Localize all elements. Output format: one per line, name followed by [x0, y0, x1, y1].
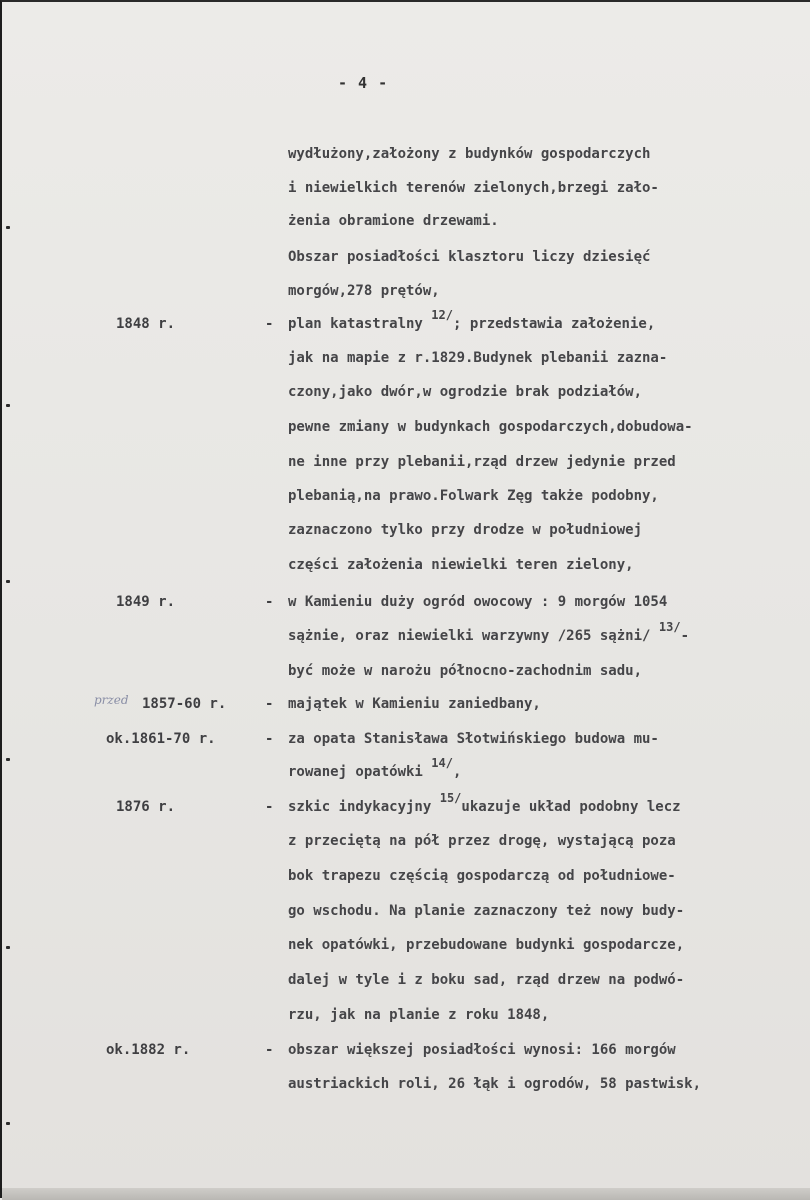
- text-fragment: ,: [452, 764, 462, 780]
- text-fragment: -: [680, 628, 689, 644]
- margin-mark: [6, 1122, 10, 1125]
- text-line: zaznaczono tylko przy drodze w południowej: [288, 522, 643, 538]
- entry-date: ok.1861-70 r.: [106, 731, 216, 747]
- text-fragment: ; przedstawia założenie,: [452, 316, 656, 332]
- text-fragment: szkic indykacyjny: [288, 799, 440, 815]
- text-fragment: sążnie, oraz niewielki warzywny /265 sążni/: [288, 628, 659, 644]
- text-line: nek opatówki, przebudowane budynki gospodarcze,: [288, 937, 685, 953]
- entry-dash: -: [265, 731, 274, 747]
- text-line: za opata Stanisława Słotwińskiego budowa mu-: [288, 731, 659, 747]
- text-line: być może w narożu północno-zachodnim sadu,: [288, 663, 643, 679]
- margin-mark: [6, 946, 10, 949]
- text-line: rzu, jak na planie z roku 1848,: [288, 1007, 550, 1023]
- text-line: obszar większej posiadłości wynosi: 166 morgów: [288, 1042, 676, 1058]
- footnote-ref: 13/: [658, 620, 681, 635]
- page-bottom-edge: [2, 1188, 810, 1200]
- text-line: i niewielkich terenów zielonych,brzegi zało-: [288, 180, 659, 196]
- footnote-ref: 14/: [431, 756, 453, 771]
- text-line: Obszar posiadłości klasztoru liczy dziesięć: [288, 249, 651, 265]
- text-line: w Kamieniu duży ogród owocowy : 9 morgów 1054: [288, 594, 668, 610]
- text-line: [288, 308, 656, 332]
- text-fragment: plan katastralny: [288, 316, 432, 332]
- entry-date: 1849 r.: [116, 594, 176, 610]
- text-line: wydłużony,założony z budynków gospodarczych: [288, 146, 651, 162]
- entry-dash: -: [265, 594, 274, 610]
- footnote-ref: 12/: [431, 308, 453, 323]
- text-line: [288, 620, 689, 644]
- text-line: z przeciętą na pół przez drogę, wystającą poza: [288, 833, 676, 849]
- margin-mark: [6, 758, 10, 761]
- text-line: żenia obramione drzewami.: [288, 213, 499, 229]
- text-line: jak na mapie z r.1829.Budynek plebanii zazna-: [288, 350, 668, 366]
- text-line: czony,jako dwór,w ogrodzie brak podziałów,: [288, 384, 643, 400]
- page-number: - 4 -: [338, 74, 389, 92]
- handwritten-annotation: przed: [94, 693, 129, 707]
- text-line: austriackich roli, 26 łąk i ogrodów, 58 pastwisk,: [288, 1076, 702, 1092]
- text-line: części założenia niewielki teren zielony,: [288, 557, 634, 573]
- text-line: majątek w Kamieniu zaniedbany,: [288, 696, 541, 712]
- text-line: [288, 791, 681, 815]
- text-fragment: ukazuje układ podobny lecz: [461, 799, 681, 815]
- text-line: ne inne przy plebanii,rząd drzew jedynie przed: [288, 454, 676, 470]
- entry-dash: -: [265, 1042, 274, 1058]
- entry-dash: -: [265, 316, 274, 332]
- text-line: morgów,278 prętów,: [288, 283, 440, 299]
- text-line: dalej w tyle i z boku sad, rząd drzew na podwó-: [288, 972, 685, 988]
- entry-date: 1857-60 r.: [142, 696, 227, 712]
- margin-mark: [6, 226, 10, 229]
- entry-date: 1876 r.: [116, 799, 176, 815]
- text-line: bok trapezu częścią gospodarczą od południowe-: [288, 868, 676, 884]
- text-fragment: rowanej opatówki: [288, 764, 432, 780]
- text-line: [288, 756, 462, 780]
- entry-date: ok.1882 r.: [106, 1042, 191, 1058]
- margin-mark: [6, 580, 10, 583]
- text-line: plebanią,na prawo.Folwark Zęg także podobny,: [288, 488, 659, 504]
- entry-dash: -: [265, 799, 274, 815]
- margin-mark: [6, 404, 10, 407]
- entry-dash: -: [265, 696, 274, 712]
- footnote-ref: 15/: [439, 791, 462, 806]
- text-line: go wschodu. Na planie zaznaczony też nowy budy-: [288, 903, 685, 919]
- text-line: pewne zmiany w budynkach gospodarczych,dobudowa-: [288, 419, 693, 435]
- entry-date: 1848 r.: [116, 316, 176, 332]
